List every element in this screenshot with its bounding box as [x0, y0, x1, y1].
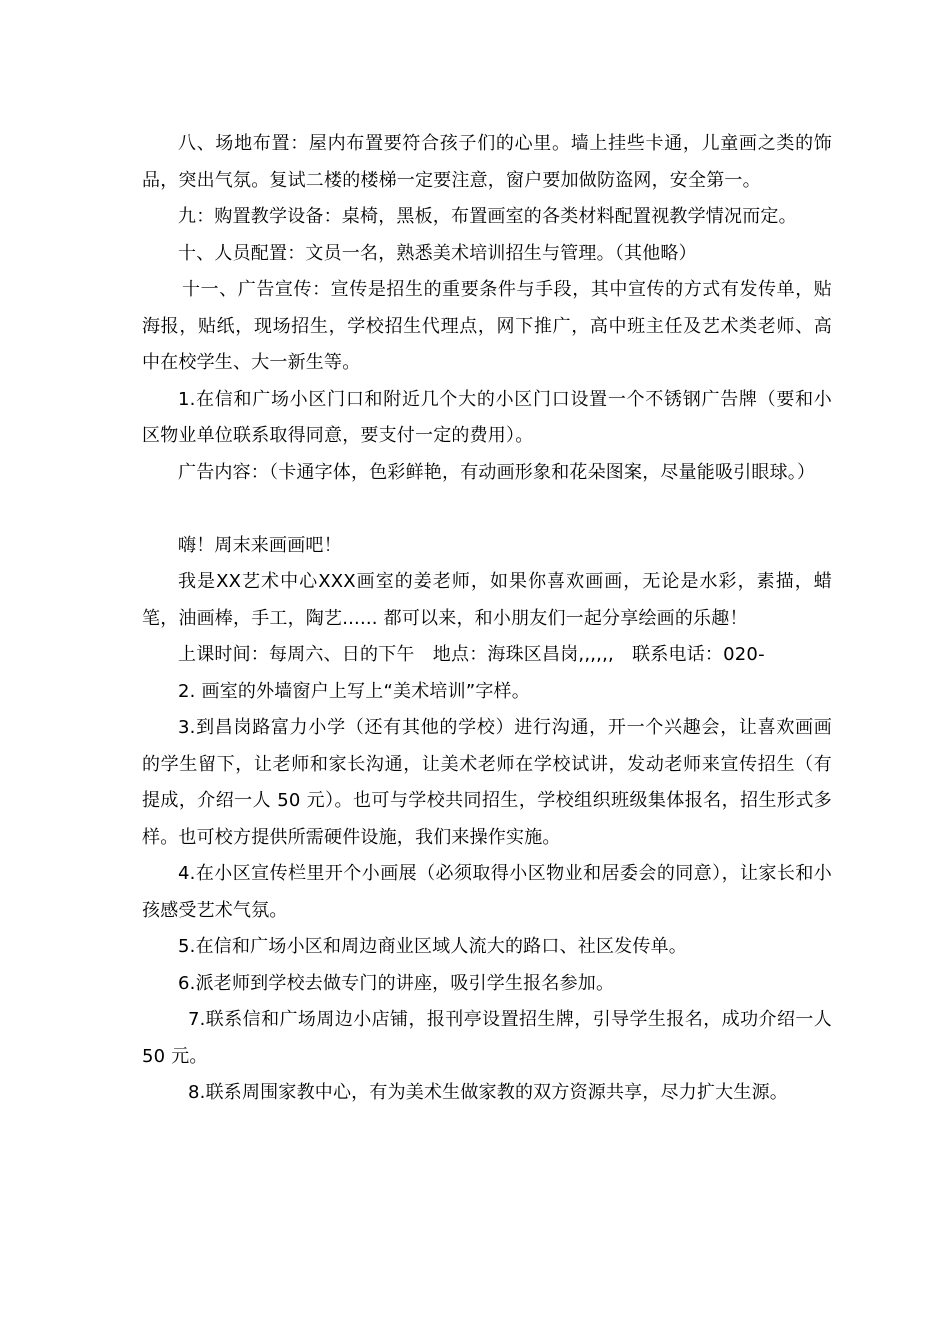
paragraph-greeting: 嗨！周末来画画吧！: [178, 534, 342, 556]
paragraph-intro: 我是XX艺术中心XXX画室的姜老师，如果你喜欢画画，无论是水彩，素描，蜡笔，油画棒，手工，陶艺...... 都可以来，和小朋友们一起分享绘画的乐趣！: [142, 571, 832, 629]
paragraph-item-8: 8.联系周围家教中心，有为美术生做家教的双方资源共享，尽力扩大生源。: [188, 1082, 788, 1103]
paragraph-item-5: 5.在信和广场小区和周边商业区域人流大的路口、社区发传单。: [178, 936, 687, 957]
paragraph-advertising: 十一、广告宣传：宣传是招生的重要条件与手段，其中宣传的方式有发传单，贴海报，贴纸，现场招生，学校招生代理点，网下推广，高中班主任及艺术类老师、高中在校学生、大一新生等。: [142, 279, 832, 373]
paragraph-staffing: 十、人员配置：文员一名，熟悉美术培训招生与管理。（其他略）: [178, 242, 697, 264]
paragraph-item-4: 4.在小区宣传栏里开个小画展（必须取得小区物业和居委会的同意），让家长和小孩感受艺术气氛。: [142, 863, 832, 921]
paragraph-ad-content: 广告内容：（卡通字体，色彩鲜艳，有动画形象和花朵图案，尽量能吸引眼球。）: [178, 461, 816, 483]
paragraph-schedule: 上课时间：每周六、日的下午 地点：海珠区昌岗,,,,,, 联系电话：020-: [178, 644, 765, 665]
paragraph-item-6: 6.派老师到学校去做专门的讲座，吸引学生报名参加。: [178, 972, 615, 994]
paragraph-item-2: 2. 画室的外墙窗户上写上“美术培训”字样。: [178, 680, 530, 702]
paragraph-item-3: 3.到昌岗路富力小学（还有其他的学校）进行沟通，开一个兴趣会，让喜欢画画的学生留下，让老师和家长沟通，让美术老师在学校试讲，发动老师来宣传招生（有提成，介绍一人 50 元）。也可与学校共同招生，学校组织班级集体报名，招生形式多样。也可校方提供所需硬件设施，我们来操作实施。: [142, 717, 832, 848]
paragraph-site-layout: 八、场地布置：屋内布置要符合孩子们的心里。墙上挂些卡通，儿童画之类的饰品，突出气氛。复试二楼的楼梯一定要注意，窗户要加做防盗网，安全第一。: [142, 133, 832, 191]
blank-line: [142, 491, 832, 528]
paragraph-item-1: 1.在信和广场小区门口和附近几个大的小区门口设置一个不锈钢广告牌（要和小区物业单位联系取得同意，要支付一定的费用）。: [142, 388, 832, 446]
paragraph-equipment: 九：购置教学设备：桌椅，黑板，布置画室的各类材料配置视教学情况而定。: [178, 206, 797, 227]
document-body: [142, 126, 832, 1112]
paragraph-item-7: 7.联系信和广场周边小店铺，报刊亭设置招生牌，引导学生报名，成功介绍一人 50 元。: [142, 1009, 832, 1067]
